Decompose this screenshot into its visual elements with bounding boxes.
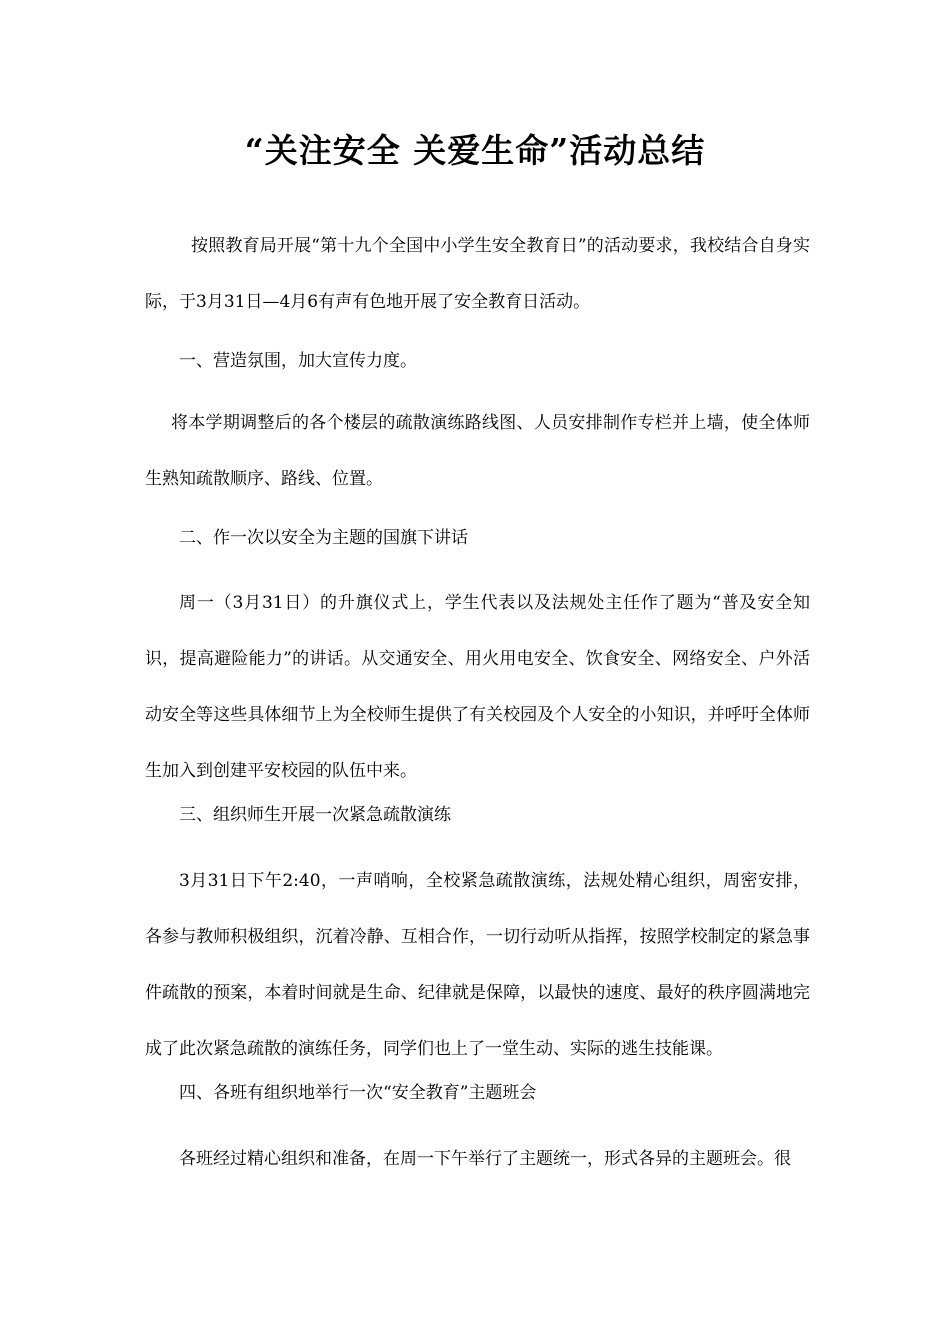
section-body-1: 将本学期调整后的各个楼层的疏散演练路线图、人员安排制作专栏并上墙，使全体师生熟知疏散顺序、路线、位置。 xyxy=(145,413,810,489)
section-heading-2: 二、作一次以安全为主题的国旗下讲话 xyxy=(179,528,468,548)
section-body-4: 各班经过精心组织和准备，在周一下午举行了主题统一，形式各异的主题班会。很 xyxy=(179,1149,791,1169)
document-title: “关注安全 关爱生命”活动总结 xyxy=(244,131,706,170)
section-body-2: 周一（3月31日）的升旗仪式上，学生代表以及法规处主任作了题为“普及安全知识，提高避险能力”的讲话。从交通安全、用火用电安全、饮食安全、网络安全、户外活动安全等这些具体细节上为全校师生提供了有关校园及个人安全的小知识，并呼吁全体师生加入到创建平安校园的队伍中来。 xyxy=(145,593,810,781)
intro-paragraph: 按照教育局开展“第十九个全国中小学生安全教育日”的活动要求，我校结合自身实际，于3月31日—4月6有声有色地开展了安全教育日活动。 xyxy=(145,236,810,312)
section-body-3: 3月31日下午2:40，一声哨响，全校紧急疏散演练，法规处精心组织，周密安排，各参与教师积极组织，沉着冷静、互相合作，一切行动听从指挥，按照学校制定的紧急事件疏散的预案，本着时间就是生命、纪律就是保障，以最快的速度、最好的秩序圆满地完成了此次紧急疏散的演练任务，同学们也上了一堂生动、实际的逃生技能课。 xyxy=(145,871,810,1059)
section-heading-4: 四、各班有组织地举行一次“安全教育”主题班会 xyxy=(179,1083,537,1103)
section-heading-3: 三、组织师生开展一次紧急疏散演练 xyxy=(179,805,451,825)
section-heading-1: 一、营造氛围，加大宣传力度。 xyxy=(179,351,417,371)
